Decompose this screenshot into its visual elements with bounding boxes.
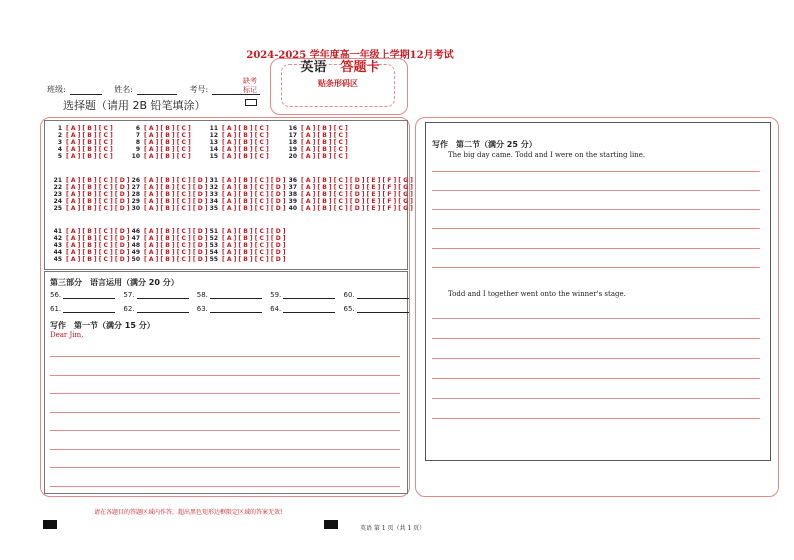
mc-question-6[interactable] [130,125,191,132]
subject-label: 英语 [300,60,327,75]
q58-field[interactable] [210,291,262,299]
mc-question-number: 54 [209,249,218,256]
mc-question-43[interactable] [52,242,130,249]
mc-question-number: 13 [209,139,218,146]
mc-question-55[interactable] [208,256,286,263]
mc-options[interactable]: [ A ] [ B ] [ C ] [ D ] [144,228,208,235]
writing2-line[interactable] [432,228,760,229]
mc-options[interactable]: [ A ] [ B ] [ C ] [ D ] [144,249,208,256]
mc-question-number: 21 [53,177,62,184]
mc-question-29[interactable] [130,198,208,205]
mc-question-48[interactable] [130,242,208,249]
mc-question-16[interactable] [287,125,348,132]
mc-question-8[interactable] [130,139,191,146]
mc-question-number: 37 [288,184,297,191]
mc-question-number: 55 [209,256,218,263]
mc-options[interactable]: [ A ] [ B ] [ C ] [144,139,191,146]
mc-options[interactable]: [ A ] [ B ] [ C ] [ D ] [222,242,286,249]
card-label: 答题卡 [340,60,380,75]
mc-question-13[interactable] [208,139,269,146]
mc-question-number: 51 [209,228,218,235]
mc-options[interactable]: [ A ] [ B ] [ C ] [ D ] [222,191,286,198]
mc-question-number: 39 [288,198,297,205]
mc-question-30[interactable] [130,205,208,212]
mc-question-12[interactable] [208,132,269,139]
mc-question-number: 48 [131,242,140,249]
mc-question-3[interactable] [52,139,113,146]
mc-question-44[interactable] [52,249,130,256]
mc-question-number: 28 [131,191,140,198]
mc-options[interactable]: [ A ] [ B ] [ C ] [ D ] [66,242,130,249]
mc-question-number: 1 [57,125,62,132]
mc-question-35[interactable] [208,205,286,212]
page-number: 英语 第 1 页（共 1 页） [360,525,426,532]
mc-question-36[interactable] [287,177,413,184]
mc-options[interactable]: [ A ] [ B ] [ C ] [ D ] [66,205,130,212]
q65-field[interactable] [357,305,409,313]
q56-field[interactable] [63,291,115,299]
mc-question-39[interactable] [287,198,413,205]
mc-options[interactable]: [ A ] [ B ] [ C ] [ D ] [66,256,130,263]
mc-question-number: 29 [131,198,140,205]
mc-options[interactable]: [ A ] [ B ] [ C ] [66,146,113,153]
fill-row-2 [50,305,409,313]
mc-question-37[interactable] [287,184,413,191]
mc-options[interactable]: [ A ] [ B ] [ C ] [ D ] [222,249,286,256]
mc-question-9[interactable] [130,146,191,153]
mc-question-14[interactable] [208,146,269,153]
absent-mark-label-line1: 缺考 [243,77,257,85]
mc-question-number: 11 [209,125,218,132]
mc-options[interactable]: [ A ] [ B ] [ C ] [ D ] [144,235,208,242]
mc-question-27[interactable] [130,184,208,191]
mc-question-number: 15 [209,153,218,160]
mc-question-45[interactable] [52,256,130,263]
mc-question-number: 6 [135,125,140,132]
mc-question-26[interactable] [130,177,208,184]
q57-label: 57. [123,291,135,299]
footer-note: 请在各题目的答题区域内作答，超出黑色矩形边框限定区域的答案无效! [94,509,283,516]
mc-question-number: 19 [288,146,297,153]
mc-options[interactable]: [ A ] [ B ] [ C ] [301,139,348,146]
mc-question-52[interactable] [208,235,286,242]
q62-field[interactable] [137,305,189,313]
name-field[interactable] [137,87,177,95]
writing2-line[interactable] [432,358,760,359]
mc-question-number: 23 [53,191,62,198]
writing1-line[interactable] [50,393,400,394]
mc-options[interactable]: [ A ] [ B ] [ C ] [144,132,191,139]
fill-row-1 [50,291,409,299]
q64-field[interactable] [283,305,335,313]
mc-question-number: 22 [53,184,62,191]
mc-question-46[interactable] [130,228,208,235]
mc-options[interactable]: [ A ] [ B ] [ C ] [ D ] [66,184,130,191]
mc-question-50[interactable] [130,256,208,263]
mc-options[interactable]: [ A ] [ B ] [ C ] [ D ] [222,184,286,191]
barcode-area: 贴条形码区 [281,64,395,107]
mc-question-number: 12 [209,132,218,139]
mc-question-number: 33 [209,191,218,198]
writing1-title: 写作 第一节（满分 15 分） [50,321,155,330]
mc-question-number: 40 [288,205,297,212]
mc-options[interactable]: [ A ] [ B ] [ C ] [ D ] [222,205,286,212]
writing2-prompt-2: Todd and I together went onto the winner's stage. [448,290,626,298]
mc-options[interactable]: [ A ] [ B ] [ C ] [144,153,191,160]
q65-label: 65. [343,305,355,313]
mc-question-18[interactable] [287,139,348,146]
q63-label: 63. [196,305,208,313]
mc-options[interactable]: [ A ] [ B ] [ C ] [ D ] [222,177,286,184]
mc-question-number: 30 [131,205,140,212]
mc-question-number: 9 [135,146,140,153]
writing2-title: 写作 第二节（满分 25 分） [432,140,537,149]
mc-options[interactable]: [ A ] [ B ] [ C ] [222,146,269,153]
mc-question-7[interactable] [130,132,191,139]
mc-question-5[interactable] [52,153,113,160]
mc-options[interactable]: [ A ] [ B ] [ C ] [66,139,113,146]
writing1-line[interactable] [50,486,400,487]
mc-question-2[interactable] [52,132,113,139]
mc-question-number: 10 [131,153,140,160]
mc-options[interactable]: [ A ] [ B ] [ C ] [301,153,348,160]
mc-question-19[interactable] [287,146,348,153]
mc-question-15[interactable] [208,153,269,160]
mc-options[interactable]: [ A ] [ B ] [ C ] [ D ] [144,256,208,263]
exam-title: 2024-2025 学年度高一年级上学期12月考试 [246,50,454,61]
class-label: 班级: [47,85,66,94]
mc-question-32[interactable] [208,184,286,191]
mc-options[interactable]: [ A ] [ B ] [ C ] [ D ] [66,249,130,256]
mc-question-number: 42 [53,235,62,242]
mc-options[interactable]: [ A ] [ B ] [ C ] [301,125,348,132]
q59-field[interactable] [283,291,335,299]
mc-options[interactable]: [ A ] [ B ] [ C ] [222,139,269,146]
mc-question-number: 24 [53,198,62,205]
writing1-greeting: Dear Jim, [50,331,84,339]
mc-question-number: 14 [209,146,218,153]
mc-options[interactable]: [ A ] [ B ] [ C ] [66,153,113,160]
mc-question-34[interactable] [208,198,286,205]
mc-question-20[interactable] [287,153,348,160]
mc-question-number: 25 [53,205,62,212]
mc-question-number: 2 [57,132,62,139]
q61-field[interactable] [63,305,115,313]
mc-question-51[interactable] [208,228,286,235]
q64-label: 64. [270,305,282,313]
mc-options[interactable]: [ A ] [ B ] [ C ] [ D ] [222,256,286,263]
mc-options[interactable]: [ A ] [ B ] [ C ] [ D ] [144,205,208,212]
writing2-line[interactable] [432,338,760,339]
q58-label: 58. [196,291,208,299]
mc-question-49[interactable] [130,249,208,256]
mc-question-number: 8 [135,139,140,146]
mc-question-41[interactable] [52,228,130,235]
mc-options[interactable]: [ A ] [ B ] [ C ] [ D ] [222,228,286,235]
mc-options[interactable]: [ A ] [ B ] [ C ] [ D ] [144,242,208,249]
mc-question-1[interactable] [52,125,113,132]
mc-question-53[interactable] [208,242,286,249]
mc-question-54[interactable] [208,249,286,256]
mc-options[interactable]: [ A ] [ B ] [ C ] [ D ] [ E ] [ F ] [ G ] [301,177,413,184]
mc-question-number: 47 [131,235,140,242]
q59-label: 59. [270,291,282,299]
mc-question-number: 4 [57,146,62,153]
mc-question-21[interactable] [52,177,130,184]
mc-question-38[interactable] [287,191,413,198]
mc-question-33[interactable] [208,191,286,198]
mc-question-number: 20 [288,153,297,160]
mc-question-42[interactable] [52,235,130,242]
mc-question-24[interactable] [52,198,130,205]
mc-options[interactable]: [ A ] [ B ] [ C ] [66,132,113,139]
writing2-line[interactable] [432,318,760,319]
mc-options[interactable]: [ A ] [ B ] [ C ] [ D ] [222,235,286,242]
mc-options[interactable]: [ A ] [ B ] [ C ] [ D ] [144,191,208,198]
choice-instruction: 选择题（请用 2B 铅笔填涂） [63,99,206,112]
mc-options[interactable]: [ A ] [ B ] [ C ] [ D ] [66,235,130,242]
mc-question-number: 46 [131,228,140,235]
mc-question-number: 53 [209,242,218,249]
mc-options[interactable]: [ A ] [ B ] [ C ] [66,125,113,132]
q62-label: 62. [123,305,135,313]
mc-question-number: 18 [288,139,297,146]
q57-field[interactable] [137,291,189,299]
mc-options[interactable]: [ A ] [ B ] [ C ] [301,132,348,139]
exam-no-label: 考号: [189,85,209,94]
writing1-line[interactable] [50,449,400,450]
absent-mark-label-line2: 标记 [243,86,257,94]
name-label: 姓名: [114,85,133,94]
mc-question-number: 50 [131,256,140,263]
mc-question-number: 38 [288,191,297,198]
mc-options[interactable]: [ A ] [ B ] [ C ] [ D ] [144,177,208,184]
mc-question-10[interactable] [130,153,191,160]
writing1-line[interactable] [50,430,400,431]
language-use-title: 第三部分 语言运用（满分 20 分） [50,278,179,287]
mc-options[interactable]: [ A ] [ B ] [ C ] [ D ] [144,198,208,205]
mc-question-28[interactable] [130,191,208,198]
mc-question-number: 31 [209,177,218,184]
writing2-line[interactable] [432,190,760,191]
mc-question-number: 16 [288,125,297,132]
mc-options[interactable]: [ A ] [ B ] [ C ] [ D ] [144,184,208,191]
mc-question-11[interactable] [208,125,269,132]
mc-options[interactable]: [ A ] [ B ] [ C ] [222,125,269,132]
position-marker-left [43,520,57,529]
mc-question-number: 36 [288,177,297,184]
mc-options[interactable]: [ A ] [ B ] [ C ] [ D ] [66,228,130,235]
mc-options[interactable]: [ A ] [ B ] [ C ] [ D ] [ E ] [ F ] [ G ] [301,198,413,205]
mc-options[interactable]: [ A ] [ B ] [ C ] [ D ] [66,191,130,198]
q63-field[interactable] [210,305,262,313]
mc-question-number: 45 [53,256,62,263]
mc-options[interactable]: [ A ] [ B ] [ C ] [ D ] [ E ] [ F ] [ G ] [301,191,413,198]
mc-options[interactable]: [ A ] [ B ] [ C ] [ D ] [ E ] [ F ] [ G ] [301,184,413,191]
mc-question-40[interactable] [287,205,413,212]
writing2-line[interactable] [432,171,760,172]
writing2-line[interactable] [432,378,760,379]
mc-question-31[interactable] [208,177,286,184]
writing2-line[interactable] [432,209,760,210]
mc-options[interactable]: [ A ] [ B ] [ C ] [301,146,348,153]
writing1-line[interactable] [50,412,400,413]
mc-question-47[interactable] [130,235,208,242]
mc-question-4[interactable] [52,146,113,153]
mc-question-number: 7 [135,132,140,139]
q60-label: 60. [343,291,355,299]
mc-question-number: 27 [131,184,140,191]
mc-question-number: 43 [53,242,62,249]
mc-question-23[interactable] [52,191,130,198]
writing1-line[interactable] [50,375,400,376]
writing1-line[interactable] [50,356,400,357]
mc-options[interactable]: [ A ] [ B ] [ C ] [144,146,191,153]
mc-question-number: 34 [209,198,218,205]
mc-options[interactable]: [ A ] [ B ] [ C ] [ D ] [ E ] [ F ] [ G ] [301,205,413,212]
mc-question-number: 35 [209,205,218,212]
mc-options[interactable]: [ A ] [ B ] [ C ] [ D ] [222,198,286,205]
absent-mark-box[interactable] [245,99,257,106]
class-field[interactable] [70,87,102,95]
mc-options[interactable]: [ A ] [ B ] [ C ] [144,125,191,132]
mc-question-number: 32 [209,184,218,191]
mc-question-number: 52 [209,235,218,242]
mc-question-17[interactable] [287,132,348,139]
q56-label: 56. [50,291,62,299]
writing2-prompt-1: The big day came. Todd and I were on the starting line. [448,151,646,159]
mc-question-25[interactable] [52,205,130,212]
q60-field[interactable] [357,291,409,299]
mc-question-number: 49 [131,249,140,256]
mc-options[interactable]: [ A ] [ B ] [ C ] [222,132,269,139]
writing2-line[interactable] [432,248,760,249]
mc-question-number: 44 [53,249,62,256]
writing1-line[interactable] [50,467,400,468]
student-info-row [47,84,264,95]
mc-question-22[interactable] [52,184,130,191]
writing2-line[interactable] [432,418,760,419]
mc-options[interactable]: [ A ] [ B ] [ C ] [ D ] [66,198,130,205]
mc-options[interactable]: [ A ] [ B ] [ C ] [ D ] [66,177,130,184]
mc-question-number: 41 [53,228,62,235]
absent-mark-label [240,77,260,95]
writing2-line[interactable] [432,267,760,268]
mc-question-number: 26 [131,177,140,184]
mc-question-number: 17 [288,132,297,139]
position-marker-center [324,520,338,529]
mc-options[interactable]: [ A ] [ B ] [ C ] [222,153,269,160]
writing2-line[interactable] [432,398,760,399]
q61-label: 61. [50,305,62,313]
mc-question-number: 5 [57,153,62,160]
mc-question-number: 3 [57,139,62,146]
